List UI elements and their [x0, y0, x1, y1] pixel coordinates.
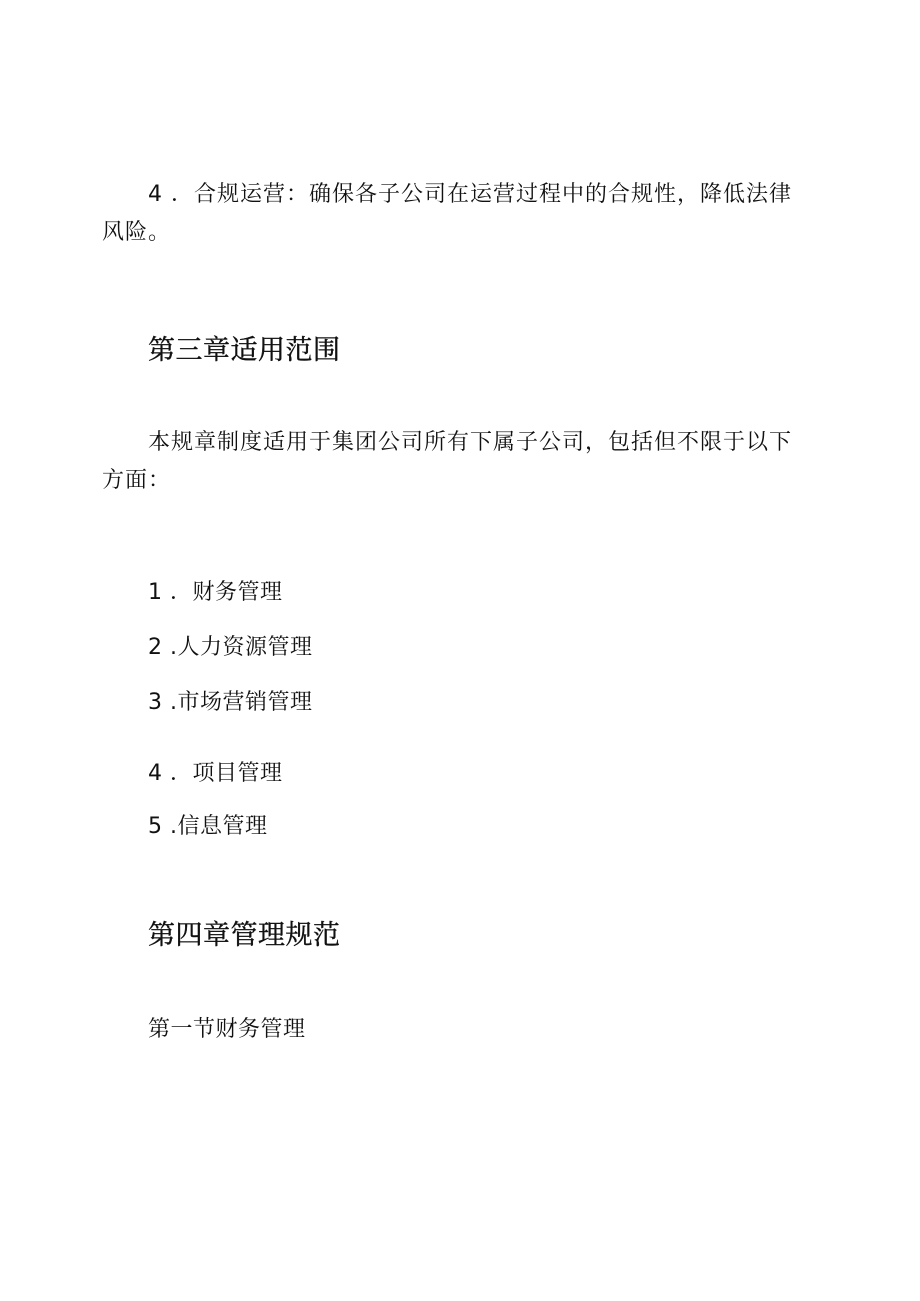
scope-item-finance: 1 ．财务管理: [148, 580, 283, 605]
paragraph-scope: 本规章制度适用于集团公司所有下属子公司，包括但不限于以下方面：: [102, 430, 793, 493]
section-1-heading: 第一节财务管理: [148, 1017, 306, 1042]
paragraph-compliance: 4 ．合规运营：确保各子公司在运营过程中的合规性，降低法律风险。: [102, 182, 792, 245]
scope-item-project: 4 ．项目管理: [148, 761, 283, 786]
scope-item-hr: 2 .人力资源管理: [148, 635, 313, 660]
scope-item-marketing: 3 .市场营销管理: [148, 690, 313, 715]
chapter-4-heading: 第四章管理规范: [148, 920, 341, 951]
chapter-3-heading: 第三章适用范围: [148, 335, 341, 366]
scope-item-information: 5 .信息管理: [148, 814, 268, 839]
